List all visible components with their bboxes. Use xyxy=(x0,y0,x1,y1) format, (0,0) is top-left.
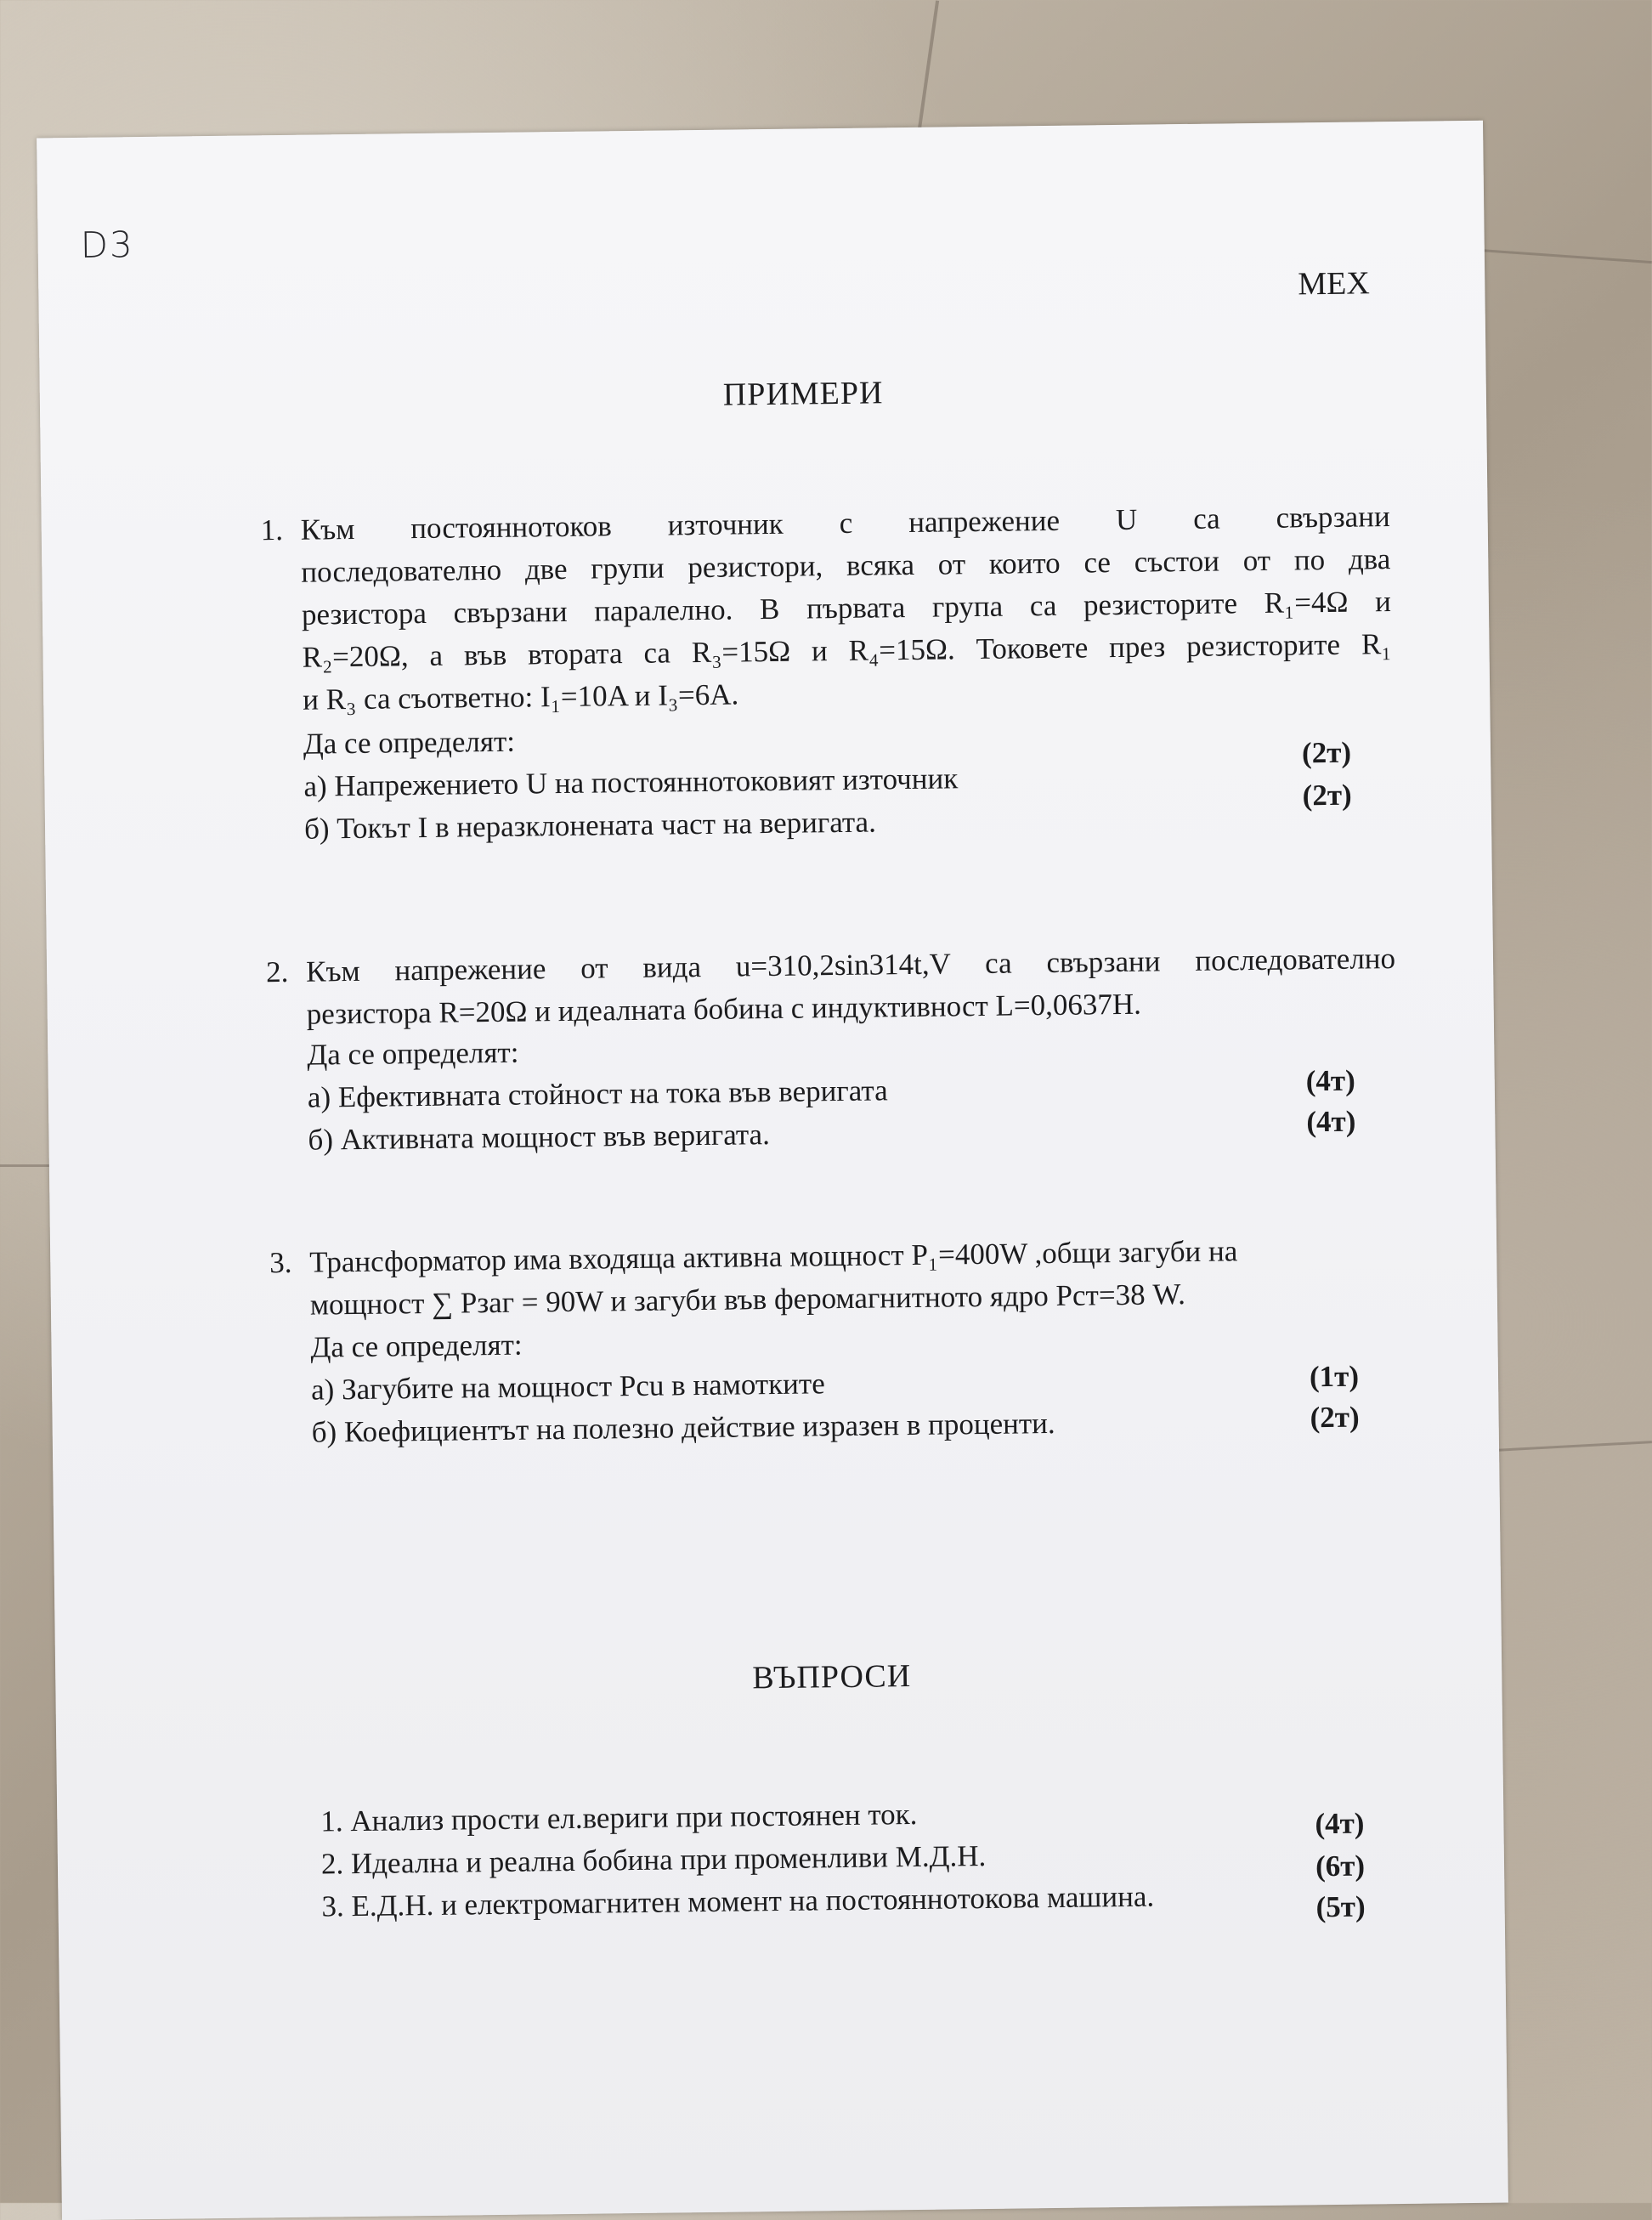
problem-line: мощност ∑ Pзаг = 90W и загуби във феромагнитното ядро Pст=38 W. xyxy=(309,1277,1186,1322)
header-code: МЕХ xyxy=(1298,265,1371,303)
corner-handwritten-mark: D3 xyxy=(80,224,134,266)
task-text: б) Активната мощност във веригата. xyxy=(308,1118,771,1157)
task-points: (4т) xyxy=(1306,1104,1356,1139)
question-item: 3. Е.Д.Н. и електромагнитен момент на постояннотокова машина. xyxy=(321,1879,1155,1923)
problem-line: резистора свързани паралелно. В първата група са резисторите R₁=4Ω и xyxy=(301,585,1392,631)
problem-number: 3. xyxy=(269,1245,292,1280)
problem-number: 1. xyxy=(260,513,284,547)
task-points: (2т) xyxy=(1310,1400,1360,1435)
question-points: (6т) xyxy=(1315,1849,1366,1883)
question-item: 2. Идеална и реална бобина при променливи М.Д.Н. xyxy=(320,1838,987,1881)
problem-line: резистора R=20Ω и идеалната бобина с индуктивност L=0,0637H. xyxy=(306,987,1142,1031)
task-text: б) Коефициентът на полезно действие изразен в проценти. xyxy=(311,1406,1055,1449)
problem-line: Към постояннотоков източник с напрежение U са свързани xyxy=(300,500,1390,547)
question-points: (4т) xyxy=(1315,1806,1365,1841)
task-points: (2т) xyxy=(1302,778,1352,813)
problem-line: последователно две групи резистори, всяка от които се състои от по два xyxy=(301,542,1391,589)
floor-seam xyxy=(0,1164,51,1167)
problem-line: Към напрежение от вида u=310,2sin314t,V са свързани последователно xyxy=(305,942,1396,988)
examples-title: ПРИМЕРИ xyxy=(722,375,884,413)
determine-label: Да се определят: xyxy=(310,1328,523,1364)
problem-line: R₂=20Ω, а във втората са R₃=15Ω и R₄=15Ω. Токовете през резисторите R₁ xyxy=(302,627,1392,674)
determine-label: Да се определят: xyxy=(307,1035,519,1072)
floor-seam xyxy=(1479,249,1652,263)
problem-line: Трансформатор има входяща активна мощност P₁=400W ,общи загуби на xyxy=(309,1234,1238,1279)
exam-sheet xyxy=(37,121,1508,2220)
determine-label: Да се определят: xyxy=(303,724,516,761)
questions-title: ВЪПРОСИ xyxy=(752,1658,912,1696)
floor-seam xyxy=(1496,1441,1652,1452)
task-points: (2т) xyxy=(1301,735,1352,770)
task-text: а) Напрежението U на постояннотоковият източник xyxy=(303,762,959,803)
task-text: а) Загубите на мощност Pcu в намотките xyxy=(310,1367,825,1407)
question-points: (5т) xyxy=(1315,1889,1366,1924)
task-text: а) Ефективната стойност на тока във веригата xyxy=(307,1073,888,1114)
problem-number: 2. xyxy=(265,954,289,989)
question-item: 1. Анализ прости ел.вериги при постоянен ток. xyxy=(320,1797,918,1838)
task-text: б) Токът I в неразклонената част на веригата. xyxy=(303,805,877,846)
task-points: (1т) xyxy=(1309,1359,1360,1394)
task-points: (4т) xyxy=(1305,1063,1356,1098)
problem-line: и R₃ са съответно: I₁=10A и I₃=6A. xyxy=(302,677,739,716)
floor-seam xyxy=(917,1,939,136)
